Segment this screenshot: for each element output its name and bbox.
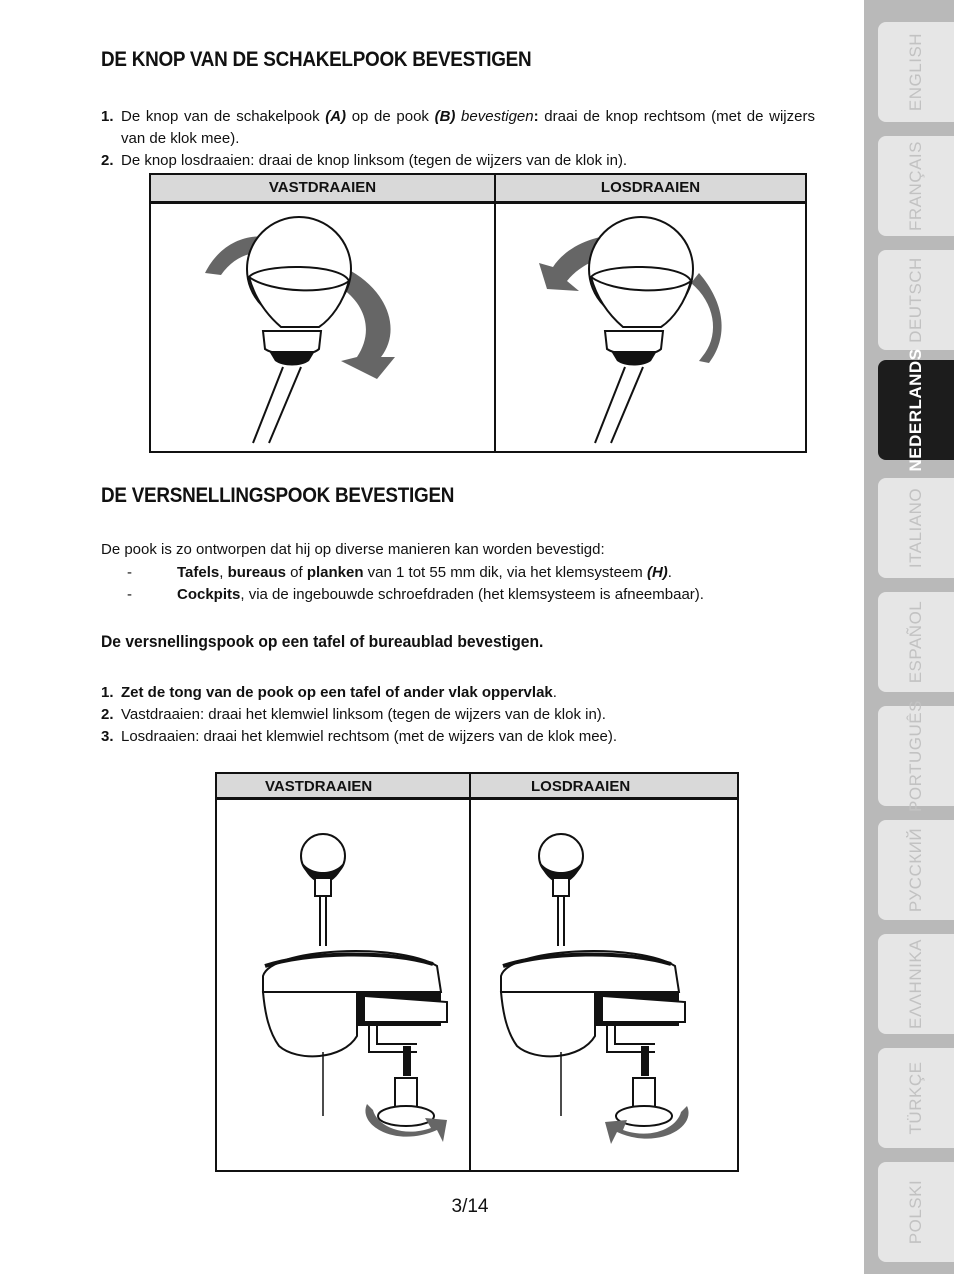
section-title-shifter: DE VERSNELLINGSPOOK BEVESTIGEN [101,484,455,507]
tab-label: PORTUGUÊS [906,700,925,812]
step-number: 2. [101,706,114,723]
mount-option-tables: - Tafels, bureaus of planken van 1 tot 55 mm dik, via het klemsysteem (H). [127,564,672,581]
knob-step-1: 1. De knop van de schakelpook (A) op de pook (B) bevestigen: draai de knop rechtsom (met de wijzers van de klok mee). [101,108,815,147]
tab-english[interactable] [878,22,954,122]
table-divider [469,774,471,1170]
table-header-tighten: VASTDRAAIEN [151,175,494,204]
step-number: 1. [101,108,114,125]
tab-greek[interactable] [878,934,954,1034]
shifter-intro: De pook is zo ontworpen dat hij op diverse manieren kan worden bevestigd: [101,541,605,558]
section-title-knob: DE KNOP VAN DE SCHAKELPOOK BEVESTIGEN [101,48,532,71]
clamp-figure-table [215,772,739,1172]
tab-label: ITALIANO [906,487,925,569]
clamp-tighten-illustration [257,826,457,1166]
knob-tighten-illustration [191,211,411,447]
tab-label: TÜRKÇE [906,1061,925,1135]
tab-label: ENGLISH [906,32,925,112]
knob-steps [101,106,815,172]
step-number: 2. [101,152,114,169]
tab-nederlands[interactable] [878,348,954,472]
tab-label: FRANÇAIS [906,141,925,231]
mount-options [101,562,815,606]
tab-francais[interactable] [878,136,954,236]
clamp-step-3: 3. Losdraaien: draai het klemwiel rechtsom (met de wijzers van de klok mee). [101,726,815,748]
tab-label: NEDERLANDS [906,348,925,472]
tab-espanol[interactable] [878,592,954,692]
tab-label: ESPAÑOL [906,600,925,684]
mount-option-cockpits: - Cockpits, via de ingebouwde schroefdraden (het klemsysteem is afneembaar). [127,586,704,603]
tab-label: ΕΛΛΗΝΙΚΑ [906,938,925,1030]
step-number: 1. [101,684,114,701]
table-header-loosen: LOSDRAAIEN [471,774,737,800]
clamp-loosen-illustration [495,826,705,1166]
table-header-loosen: LOSDRAAIEN [496,175,805,204]
tab-deutsch[interactable] [878,250,954,350]
tab-russian[interactable] [878,820,954,920]
language-tabs [864,0,954,1274]
table-header-tighten: VASTDRAAIEN [217,774,469,800]
tab-polski[interactable] [878,1162,954,1262]
table-divider [494,175,496,451]
knob-step-2: 2. De knop losdraaien: draai de knop linksom (tegen de wijzers van de klok in). [101,150,815,172]
tab-italiano[interactable] [878,478,954,578]
tab-label: DEUTSCH [906,257,925,343]
knob-figure-table [149,173,807,453]
subsection-title-table-mount: De versnellingspook op een tafel of bureaublad bevestigen. [101,632,544,651]
tab-turkce[interactable] [878,1048,954,1148]
knob-loosen-illustration [529,211,749,447]
clamp-step-2: 2. Vastdraaien: draai het klemwiel linksom (tegen de wijzers van de klok in). [101,704,815,726]
clamp-step-1: 1. Zet de tong van de pook op een tafel of ander vlak oppervlak. [101,682,815,704]
tab-label: РУССКИЙ [906,827,925,913]
clamp-steps [101,682,815,748]
step-number: 3. [101,728,114,745]
tab-label: POLSKI [906,1179,925,1245]
tab-portugues[interactable] [878,700,954,812]
page-number: 3/14 [451,1196,489,1217]
